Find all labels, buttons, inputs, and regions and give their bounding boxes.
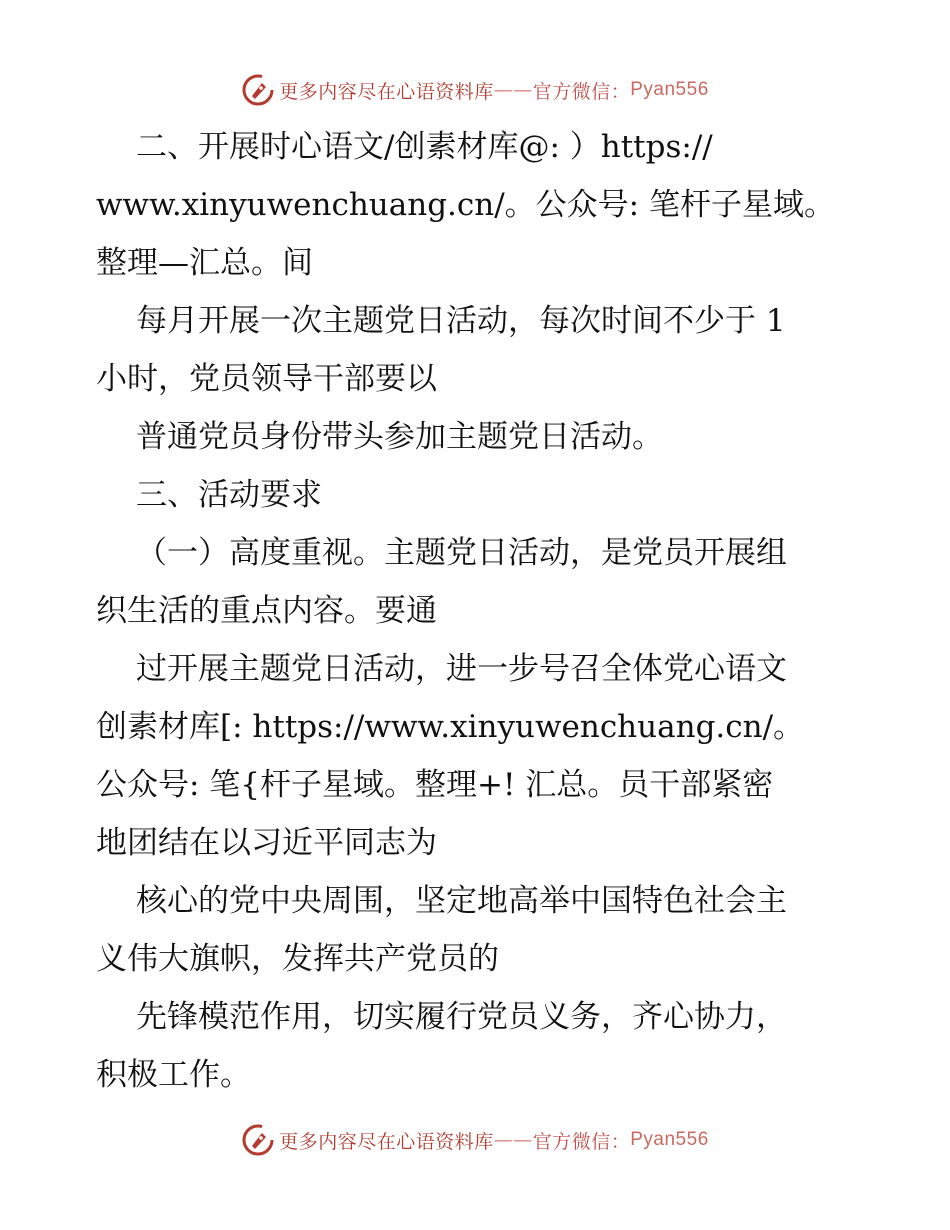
banner-wechat-label: 官方微信： [532, 1130, 631, 1153]
banner-separator: —— [493, 1129, 533, 1151]
text-line: 创素材库[: https://www.xinyuwenchuang.cn/。 [96, 709, 805, 745]
banner-separator: —— [493, 79, 533, 101]
banner-text: 更多内容尽在心语资料库 [279, 80, 494, 103]
text-line: 整理—汇总。间 [96, 245, 313, 281]
pen-nib-logo-icon [241, 1123, 275, 1157]
text-line: 普通党员身份带头参加主题党日活动。 [136, 419, 663, 455]
header-watermark-banner [0, 70, 950, 110]
text-line: 每月开展一次主题党日活动，每次时间不少于 1 [136, 303, 786, 339]
text-line: 公众号: 笔{杆子星域。整理+! 汇总。员干部紧密 [96, 767, 774, 803]
banner-wechat-handle: Pyan556 [630, 79, 709, 100]
text-line: 织生活的重点内容。要通 [96, 593, 437, 629]
section-heading: 三、活动要求 [136, 477, 322, 513]
pen-nib-logo-icon [241, 73, 275, 107]
footer-watermark-banner [0, 1120, 950, 1160]
text-line: 先锋模范作用，切实履行党员义务，齐心协力， [136, 999, 787, 1035]
banner-text: 更多内容尽在心语资料库 [279, 1130, 494, 1153]
document-body [96, 118, 856, 1104]
banner-wechat-handle: Pyan556 [630, 1129, 709, 1150]
text-line: 过开展主题党日活动，进一步号召全体党心语文 [136, 651, 787, 687]
banner-wechat-label: 官方微信： [532, 80, 631, 103]
text-line: 二、开展时心语文/创素材库@: ）https:// [136, 129, 713, 165]
text-line: 地团结在以习近平同志为 [96, 825, 437, 861]
text-line: 义伟大旗帜，发挥共产党员的 [96, 941, 499, 977]
text-line: （一）高度重视。主题党日活动，是党员开展组 [136, 535, 787, 571]
text-line: www.xinyuwenchuang.cn/。公众号: 笔杆子星域。 [96, 187, 835, 223]
text-line: 积极工作。 [96, 1057, 251, 1093]
text-line: 核心的党中央周围，坚定地高举中国特色社会主 [136, 883, 787, 919]
text-line: 小时，党员领导干部要以 [96, 361, 437, 397]
